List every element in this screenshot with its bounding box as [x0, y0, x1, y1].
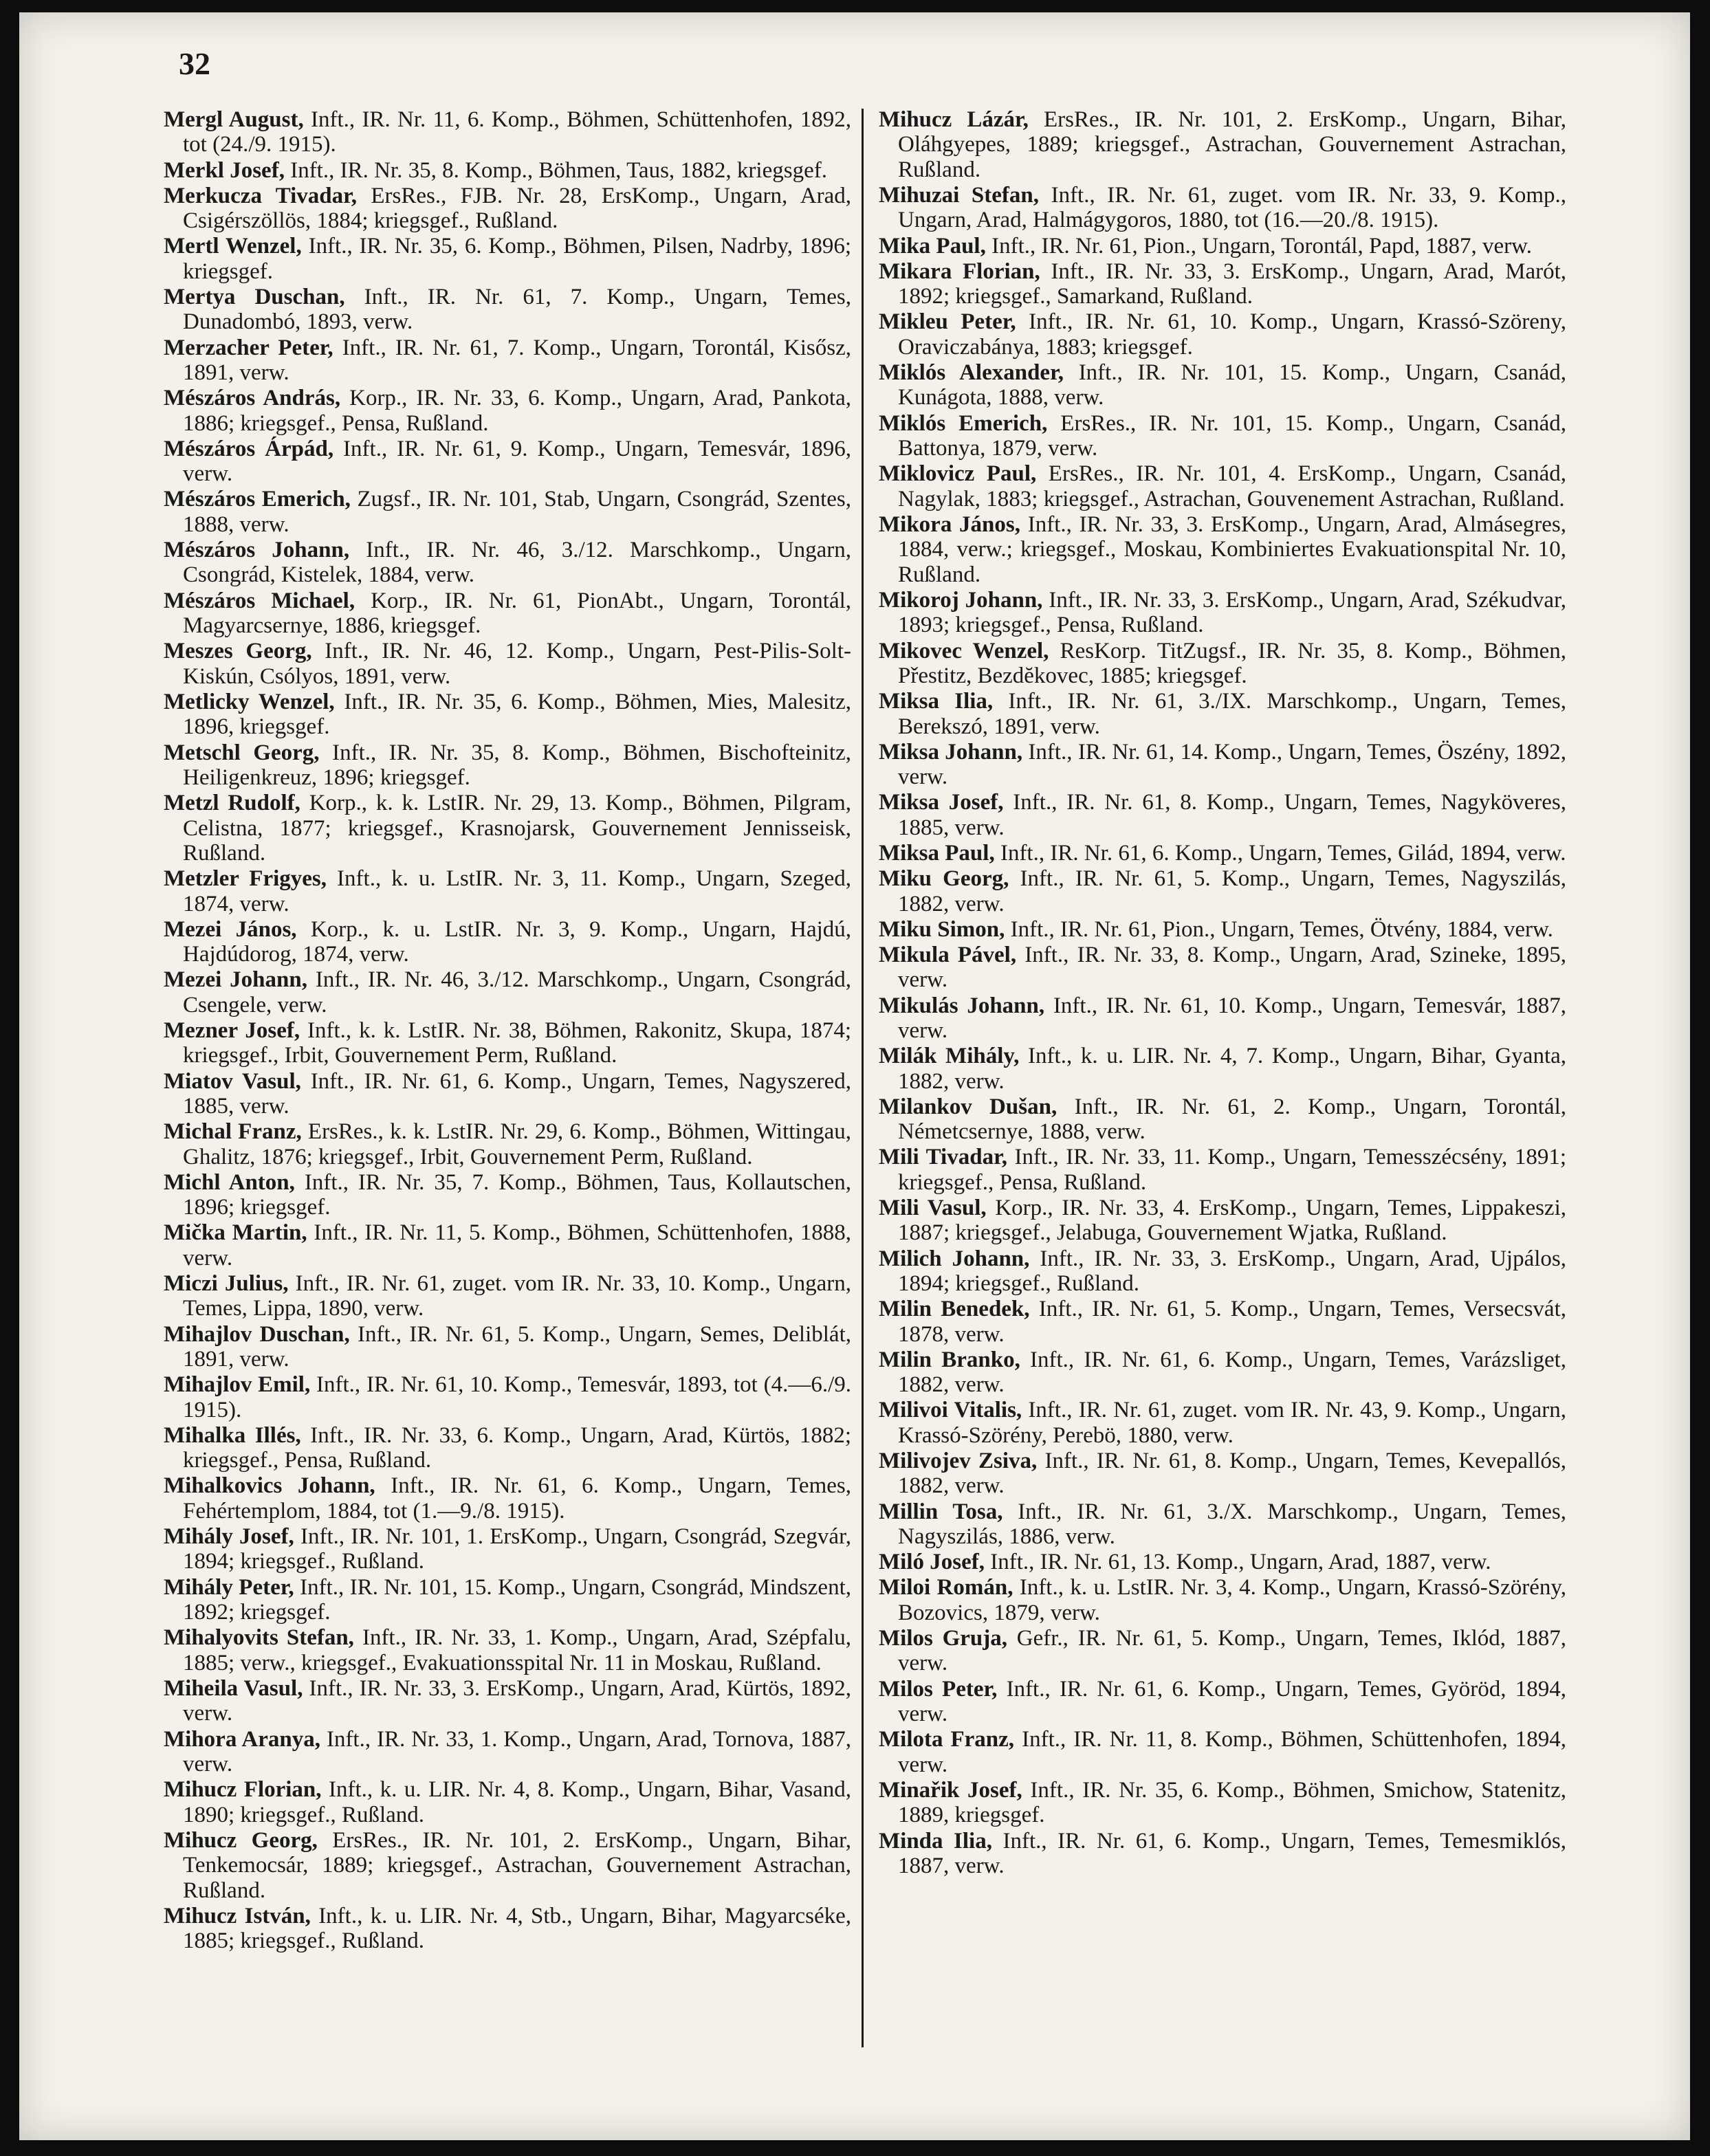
list-entry: [879, 1044, 1566, 1094]
list-entry: [879, 588, 1566, 638]
entry-details: Inft., k. u. LIR. Nr. 4, Stb., Ungarn, Bihar, Magyarcséke, 1885; kriegsgef., Rußland.: [183, 1903, 852, 1954]
entry-details: Korp., k. k. LstIR. Nr. 29, 13. Komp., Böhmen, Pilgram, Celistna, 1877; kriegsgef., Krasnojarsk, Gouvernement Jennisseisk, Rußland.: [183, 791, 852, 866]
entry-name: Milota Franz,: [879, 1727, 1015, 1752]
list-entry: [879, 1196, 1566, 1246]
entry-name: Miku Simon,: [879, 916, 1005, 942]
list-entry: [164, 1170, 851, 1220]
entry-name: Milich Johann,: [879, 1246, 1030, 1271]
entry-name: Mili Vasul,: [879, 1196, 987, 1220]
entry-details: Inft., IR. Nr. 61, 6. Komp., Ungarn, Temes, Nagyszered, 1885, verw.: [183, 1068, 852, 1119]
list-entry: [879, 1094, 1566, 1145]
entry-name: Mihajlov Emil,: [164, 1372, 311, 1398]
list-entry: [164, 1473, 851, 1524]
entry-name: Merzacher Peter,: [164, 335, 333, 360]
list-entry: [164, 437, 851, 487]
left-column: [164, 107, 851, 1954]
entry-name: Mergl August,: [164, 107, 304, 132]
entry-name: Mikula Pável,: [879, 942, 1017, 967]
list-entry: [164, 1372, 851, 1422]
list-entry: [879, 234, 1566, 258]
entry-details: Inft., IR. Nr. 35, 7. Komp., Böhmen, Taus, Kollautschen, 1896; kriegsgef.: [183, 1169, 851, 1220]
list-entry: [164, 1119, 851, 1169]
entry-name: Merkucza Tivadar,: [164, 183, 357, 208]
list-entry: [164, 234, 851, 284]
entry-details: Inft., IR. Nr. 61, 8. Komp., Ungarn, Temes, Kevepallós, 1882, verw.: [898, 1449, 1567, 1499]
entry-name: Mihucz Florian,: [164, 1777, 322, 1803]
entry-name: Mihalyovits Stefan,: [164, 1625, 354, 1651]
entry-details: Inft., IR. Nr. 35, 6. Komp., Böhmen, Mies, Malesitz, 1896, kriegsgef.: [183, 689, 852, 740]
list-entry: [164, 1727, 851, 1777]
list-entry: [879, 841, 1566, 866]
entry-name: Mészáros Emerich,: [164, 487, 351, 512]
entry-name: Mička Martin,: [164, 1220, 307, 1246]
list-entry: [879, 1398, 1566, 1448]
list-entry: [879, 1829, 1566, 1879]
entry-details: Korp., k. u. LstIR. Nr. 3, 9. Komp., Ungarn, Hajdú, Hajdúdorog, 1874, verw.: [183, 916, 852, 967]
list-entry: [879, 1297, 1566, 1347]
entry-name: Millin Tosa,: [879, 1499, 1003, 1524]
entry-name: Mezei Johann,: [164, 967, 307, 993]
entry-name: Milin Branko,: [879, 1347, 1020, 1372]
entry-details: Inft., IR. Nr. 61, Pion., Ungarn, Torontál, Papd, 1887, verw.: [991, 233, 1533, 258]
entry-details: Inft., IR. Nr. 61, Pion., Ungarn, Temes, Ötvény, 1884, verw.: [1010, 916, 1553, 942]
list-entry: [164, 1018, 851, 1068]
entry-details: Inft., IR. Nr. 61, 10. Komp., Ungarn, Krassó-Szöreny, Oraviczabánya, 1883; kriegsgef.: [898, 309, 1566, 360]
list-entry: [879, 1677, 1566, 1727]
entry-name: Miklovicz Paul,: [879, 461, 1037, 487]
entry-details: Gefr., IR. Nr. 61, 5. Komp., Ungarn, Temes, Iklód, 1887, verw.: [898, 1626, 1567, 1676]
list-entry: [879, 740, 1566, 790]
entry-name: Milivojev Zsiva,: [879, 1449, 1038, 1474]
entry-details: Inft., IR. Nr. 33, 1. Komp., Ungarn, Arad, Szépfalu, 1885; verw., kriegsgef., Evakuationsspital Nr. 11 in Moskau, Rußland.: [183, 1625, 852, 1675]
list-entry: [164, 791, 851, 866]
entry-details: Inft., IR. Nr. 33, 8. Komp., Ungarn, Arad, Szineke, 1895, verw.: [898, 942, 1566, 993]
entry-details: Korp., IR. Nr. 33, 4. ErsKomp., Ungarn, Temes, Lippakeszi, 1887; kriegsgef., Jelabuga, Gouvernement Wjatka, Rußland.: [898, 1196, 1566, 1246]
entry-name: Mili Tivadar,: [879, 1145, 1007, 1170]
list-entry: [879, 411, 1566, 461]
entry-details: Inft., IR. Nr. 61, 8. Komp., Ungarn, Temes, Nagyköveres, 1885, verw.: [898, 790, 1567, 840]
list-entry: [164, 1322, 851, 1372]
list-entry: [879, 360, 1566, 410]
list-entry: [164, 538, 851, 588]
entry-name: Mikara Florian,: [879, 258, 1040, 284]
entry-details: ErsRes., k. k. LstIR. Nr. 29, 6. Komp., Böhmen, Wittingau, Ghalitz, 1876; kriegsgef., Irbit, Gouvernement Perm, Rußland.: [183, 1119, 852, 1169]
list-entry: [879, 1145, 1566, 1195]
entry-name: Miczi Julius,: [164, 1271, 289, 1297]
list-entry: [164, 967, 851, 1018]
list-entry: [879, 943, 1566, 993]
entry-details: Zugsf., IR. Nr. 101, Stab, Ungarn, Csongrád, Szentes, 1888, verw.: [183, 487, 852, 537]
entry-name: Mika Paul,: [879, 233, 986, 258]
entry-details: Inft., IR. Nr. 35, 8. Komp., Böhmen, Taus, 1882, kriegsgef.: [290, 157, 827, 183]
entry-name: Mihucz Lázár,: [879, 107, 1029, 132]
entry-name: Mikoroj Johann,: [879, 587, 1043, 613]
entry-name: Merkl Josef,: [164, 157, 285, 183]
entry-details: Inft., IR. Nr. 61, 2. Komp., Ungarn, Torontál, Németcsernye, 1888, verw.: [898, 1094, 1566, 1145]
entry-name: Mertya Duschan,: [164, 285, 345, 310]
entry-details: ResKorp. TitZugsf., IR. Nr. 35, 8. Komp., Böhmen, Přestitz, Bezdĕkovec, 1885; kriegsgef.: [898, 638, 1567, 688]
entry-name: Minda Ilia,: [879, 1828, 992, 1854]
entry-details: Inft., IR. Nr. 33, 3. ErsKomp., Ungarn, Arad, Székudvar, 1893; kriegsgef., Pensa, Rußland.: [898, 587, 1566, 638]
entry-details: Inft., IR. Nr. 11, 5. Komp., Böhmen, Schüttenhofen, 1888, verw.: [183, 1220, 851, 1270]
entry-name: Mikleu Peter,: [879, 309, 1016, 335]
list-entry: [879, 790, 1566, 840]
page-number: 32: [179, 46, 210, 81]
entry-name: Miksa Johann,: [879, 739, 1023, 764]
entry-name: Metlicky Wenzel,: [164, 689, 335, 714]
entry-details: Inft., IR. Nr. 61, 6. Komp., Ungarn, Temes, Temesmiklós, 1887, verw.: [898, 1828, 1567, 1878]
entry-details: Inft., IR. Nr. 46, 3./12. Marschkomp., Ungarn, Csongrád, Kistelek, 1884, verw.: [183, 538, 851, 588]
entry-name: Mihály Peter,: [164, 1574, 294, 1600]
entry-details: Inft., k. u. LIR. Nr. 4, 8. Komp., Ungarn, Bihar, Vasand, 1890; kriegsgef., Rußland.: [183, 1777, 852, 1827]
entry-name: Meszes Georg,: [164, 639, 312, 664]
entry-details: Inft., IR. Nr. 61, 7. Komp., Ungarn, Temes, Dunadombó, 1893, verw.: [183, 285, 851, 335]
entry-details: Inft., IR. Nr. 61, zuget. vom IR. Nr. 43, 9. Komp., Ungarn, Krassó-Szörény, Perebö, 1880, verw.: [898, 1398, 1567, 1448]
list-entry: [879, 183, 1566, 233]
entry-details: Inft., IR. Nr. 61, 3./IX. Marschkomp., Ungarn, Temes, Berekszó, 1891, verw.: [898, 689, 1567, 739]
list-entry: [879, 107, 1566, 182]
list-entry: [879, 639, 1566, 689]
entry-details: Inft., IR. Nr. 101, 1. ErsKomp., Ungarn, Csongrád, Szegvár, 1894; kriegsgef., Rußland.: [183, 1524, 851, 1574]
entry-name: Mihály Josef,: [164, 1524, 294, 1550]
entry-details: Inft., IR. Nr. 61, 6. Komp., Ungarn, Temes, Györöd, 1894, verw.: [898, 1676, 1567, 1727]
entry-name: Milankov Dušan,: [879, 1094, 1057, 1119]
list-entry: [164, 690, 851, 740]
entry-name: Milin Benedek,: [879, 1297, 1030, 1322]
entry-name: Mihalka Illés,: [164, 1422, 301, 1448]
list-entry: [164, 1904, 851, 1954]
list-entry: [879, 1246, 1566, 1297]
entry-name: Metzler Frigyes,: [164, 866, 327, 892]
entry-details: Inft., IR. Nr. 46, 12. Komp., Ungarn, Pest-Pilis-Solt-Kiskún, Csólyos, 1891, verw.: [183, 639, 851, 689]
entry-details: Inft., k. u. LIR. Nr. 4, 7. Komp., Ungarn, Bihar, Gyanta, 1882, verw.: [898, 1044, 1567, 1094]
entry-name: Mihalkovics Johann,: [164, 1473, 375, 1499]
entry-details: Inft., IR. Nr. 35, 6. Komp., Böhmen, Smichow, Statenitz, 1889, kriegsgef.: [898, 1777, 1567, 1828]
entry-name: Miklós Emerich,: [879, 410, 1048, 436]
list-entry: [879, 993, 1566, 1044]
entry-details: Inft., IR. Nr. 33, 3. ErsKomp., Ungarn, Arad, Almásegres, 1884, verw.; kriegsgef., Moskau, Kombiniertes Evakuationspital Nr. 10, Rußland.: [898, 512, 1567, 587]
entry-details: Inft., IR. Nr. 33, 3. ErsKomp., Ungarn, Arad, Ujpálos, 1894; kriegsgef., Rußland.: [898, 1246, 1566, 1297]
list-entry: [879, 259, 1566, 309]
entry-details: Inft., IR. Nr. 61, 10. Komp., Ungarn, Temesvár, 1887, verw.: [898, 993, 1567, 1043]
entry-details: Inft., IR. Nr. 35, 8. Komp., Böhmen, Bischofteinitz, Heiligenkreuz, 1896; kriegsgef.: [183, 740, 851, 790]
entry-name: Mihucz István,: [164, 1903, 311, 1928]
entry-details: ErsRes., FJB. Nr. 28, ErsKomp., Ungarn, Arad, Csigérszöllös, 1884; kriegsgef., Rußland.: [183, 183, 851, 234]
list-entry: [164, 1220, 851, 1270]
entry-details: Inft., IR. Nr. 33, 3. ErsKomp., Ungarn, Arad, Marót, 1892; kriegsgef., Samarkand, Rußland.: [898, 258, 1567, 309]
entry-name: Milos Gruja,: [879, 1626, 1008, 1651]
list-entry: [164, 1828, 851, 1903]
list-entry: [164, 1524, 851, 1574]
list-entry: [164, 866, 851, 916]
entry-details: ErsRes., IR. Nr. 101, 15. Komp., Ungarn, Csanád, Battonya, 1879, verw.: [898, 410, 1566, 461]
list-entry: [164, 1575, 851, 1625]
list-entry: [879, 1626, 1566, 1676]
entry-details: Korp., IR. Nr. 61, PionAbt., Ungarn, Torontál, Magyarcsernye, 1886, kriegsgef.: [183, 588, 852, 639]
entry-name: Mezner Josef,: [164, 1018, 300, 1043]
entry-details: Inft., IR. Nr. 61, 6. Komp., Ungarn, Temes, Gilád, 1894, verw.: [1000, 840, 1566, 866]
list-entry: [879, 1499, 1566, 1550]
entry-name: Mihajlov Duschan,: [164, 1321, 350, 1347]
entry-name: Metschl Georg,: [164, 740, 320, 765]
list-entry: [879, 1348, 1566, 1398]
entry-details: ErsRes., IR. Nr. 101, 2. ErsKomp., Ungarn, Bihar, Oláhgyepes, 1889; kriegsgef., Astrachan, Gouvernement Astrachan, Rußland.: [898, 107, 1566, 182]
list-entry: [879, 917, 1566, 942]
entry-name: Miatov Vasul,: [164, 1068, 301, 1094]
entry-details: Inft., IR. Nr. 61, 3./X. Marschkomp., Ungarn, Temes, Nagyszilás, 1886, verw.: [898, 1499, 1566, 1550]
list-entry: [879, 1550, 1566, 1574]
list-entry: [164, 1423, 851, 1473]
entry-name: Michl Anton,: [164, 1169, 295, 1195]
list-entry: [879, 309, 1566, 360]
entry-details: Inft., IR. Nr. 61, 5. Komp., Ungarn, Temes, Versecsvát, 1878, verw.: [898, 1297, 1566, 1347]
document-page: [19, 12, 1690, 2140]
entry-details: Inft., IR. Nr. 46, 3./12. Marschkomp., Ungarn, Csongrád, Csengele, verw.: [183, 967, 851, 1018]
list-entry: [164, 336, 851, 386]
entry-details: Inft., IR. Nr. 61, 9. Komp., Ungarn, Temesvár, 1896, verw.: [183, 436, 851, 487]
entry-name: Mertl Wenzel,: [164, 234, 302, 259]
entry-details: Inft., IR. Nr. 33, 3. ErsKomp., Ungarn, Arad, Kürtös, 1892, verw.: [183, 1675, 851, 1726]
entry-name: Mikulás Johann,: [879, 993, 1045, 1018]
entry-details: Inft., IR. Nr. 33, 6. Komp., Ungarn, Arad, Kürtös, 1882; kriegsgef., Pensa, Rußland.: [183, 1422, 852, 1473]
entry-name: Miksa Paul,: [879, 840, 995, 866]
entry-name: Mészáros András,: [164, 386, 341, 411]
entry-name: Mészáros Johann,: [164, 538, 350, 563]
entry-name: Miksa Ilia,: [879, 689, 994, 714]
entry-details: Inft., IR. Nr. 35, 6. Komp., Böhmen, Pilsen, Nadrby, 1896; kriegsgef.: [183, 234, 851, 284]
entry-name: Mikora János,: [879, 512, 1020, 537]
list-entry: [879, 1727, 1566, 1777]
entry-details: Inft., k. u. LstIR. Nr. 3, 11. Komp., Ungarn, Szeged, 1874, verw.: [183, 866, 852, 916]
entry-details: Inft., IR. Nr. 101, 15. Komp., Ungarn, Csongrád, Mindszent, 1892; kriegsgef.: [183, 1574, 852, 1625]
list-entry: [164, 184, 851, 234]
entry-details: Inft., IR. Nr. 33, 11. Komp., Ungarn, Temesszécsény, 1891; kriegsgef., Pensa, Rußland.: [898, 1145, 1566, 1195]
list-entry: [879, 1778, 1566, 1828]
entry-details: Inft., IR. Nr. 61, 7. Komp., Ungarn, Torontál, Kisősz, 1891, verw.: [183, 335, 851, 386]
entry-details: Inft., IR. Nr. 61, 5. Komp., Ungarn, Semes, Deliblát, 1891, verw.: [183, 1321, 851, 1372]
entry-details: Inft., IR. Nr. 61, 13. Komp., Ungarn, Arad, 1887, verw.: [990, 1550, 1491, 1575]
list-entry: [164, 1676, 851, 1726]
entry-name: Metzl Rudolf,: [164, 791, 300, 816]
entry-details: Inft., IR. Nr. 61, 14. Komp., Ungarn, Temes, Öszény, 1892, verw.: [898, 739, 1566, 790]
list-entry: [164, 1625, 851, 1675]
entry-details: Inft., k. k. LstIR. Nr. 38, Böhmen, Rakonitz, Skupa, 1874; kriegsgef., Irbit, Gouvernement Perm, Rußland.: [183, 1018, 852, 1068]
entry-name: Miló Josef,: [879, 1550, 985, 1575]
entry-details: Inft., IR. Nr. 61, 6. Komp., Ungarn, Temes, Varázsliget, 1882, verw.: [898, 1347, 1567, 1398]
list-entry: [164, 917, 851, 967]
entry-name: Mihucz Georg,: [164, 1827, 318, 1853]
entry-details: Inft., IR. Nr. 11, 8. Komp., Böhmen, Schüttenhofen, 1894, verw.: [898, 1727, 1567, 1777]
list-entry: [879, 512, 1566, 587]
list-entry: [164, 487, 851, 537]
entry-details: Inft., IR. Nr. 61, zuget. vom IR. Nr. 33, 10. Komp., Ungarn, Temes, Lippa, 1890, verw.: [183, 1271, 852, 1321]
right-column: [879, 107, 1566, 1879]
entry-details: ErsRes., IR. Nr. 101, 4. ErsKomp., Ungarn, Csanád, Nagylak, 1883; kriegsgef., Astrachan, Gouvenement Astrachan, Rußland.: [898, 461, 1567, 512]
entry-name: Minařik Josef,: [879, 1777, 1022, 1803]
list-entry: [164, 158, 851, 183]
list-entry: [164, 639, 851, 689]
entry-details: Inft., k. u. LstIR. Nr. 3, 4. Komp., Ungarn, Krassó-Szörény, Bozovics, 1879, verw.: [898, 1575, 1567, 1625]
list-entry: [164, 107, 851, 157]
list-entry: [164, 1069, 851, 1119]
entry-details: Inft., IR. Nr. 11, 6. Komp., Böhmen, Schüttenhofen, 1892, tot (24./9. 1915).: [183, 107, 851, 157]
list-entry: [164, 588, 851, 639]
entry-name: Miku Georg,: [879, 866, 1009, 892]
list-entry: [879, 461, 1566, 512]
list-entry: [164, 1271, 851, 1321]
entry-name: Mihuzai Stefan,: [879, 183, 1039, 208]
entry-name: Miksa Josef,: [879, 790, 1004, 815]
list-entry: [879, 1449, 1566, 1499]
entry-name: Michal Franz,: [164, 1119, 302, 1145]
entry-name: Milivoi Vitalis,: [879, 1398, 1022, 1423]
entry-name: Milák Mihály,: [879, 1044, 1020, 1069]
entry-details: Inft., IR. Nr. 101, 15. Komp., Ungarn, Csanád, Kunágota, 1888, verw.: [898, 360, 1567, 410]
entry-name: Mezei János,: [164, 916, 297, 942]
entry-details: Korp., IR. Nr. 33, 6. Komp., Ungarn, Arad, Pankota, 1886; kriegsgef., Pensa, Rußland.: [183, 386, 851, 436]
list-entry: [879, 1575, 1566, 1625]
entry-name: Mikovec Wenzel,: [879, 638, 1049, 663]
entry-details: Inft., IR. Nr. 61, 5. Komp., Ungarn, Temes, Nagyszilás, 1882, verw.: [898, 866, 1566, 916]
entry-name: Miheila Vasul,: [164, 1675, 303, 1701]
column-divider: [862, 109, 864, 2047]
entry-name: Miloi Román,: [879, 1575, 1013, 1600]
entry-details: Inft., IR. Nr. 33, 1. Komp., Ungarn, Arad, Tornova, 1887, verw.: [183, 1726, 852, 1776]
list-entry: [879, 689, 1566, 739]
list-entry: [164, 1777, 851, 1827]
list-entry: [164, 285, 851, 335]
entry-name: Mészáros Árpád,: [164, 436, 334, 461]
list-entry: [164, 740, 851, 791]
entry-details: Inft., IR. Nr. 61, 6. Komp., Ungarn, Temes, Fehértemplom, 1884, tot (1.—9./8. 1915).: [183, 1473, 851, 1524]
entry-details: Inft., IR. Nr. 61, zuget. vom IR. Nr. 33, 9. Komp., Ungarn, Arad, Halmágygoros, 1880, tot (16.—20./8. 1915).: [898, 183, 1567, 233]
entry-name: Miklós Alexander,: [879, 360, 1064, 386]
entry-details: ErsRes., IR. Nr. 101, 2. ErsKomp., Ungarn, Bihar, Tenkemocsár, 1889; kriegsgef., Astrachan, Gouvernement Astrachan, Rußland.: [183, 1827, 852, 1903]
list-entry: [879, 866, 1566, 916]
list-entry: [164, 386, 851, 436]
entry-name: Milos Peter,: [879, 1676, 998, 1702]
entry-name: Mészáros Michael,: [164, 588, 355, 613]
entry-details: Inft., IR. Nr. 61, 10. Komp., Temesvár, 1893, tot (4.—6./9. 1915).: [183, 1372, 851, 1422]
entry-name: Mihora Aranya,: [164, 1726, 321, 1752]
